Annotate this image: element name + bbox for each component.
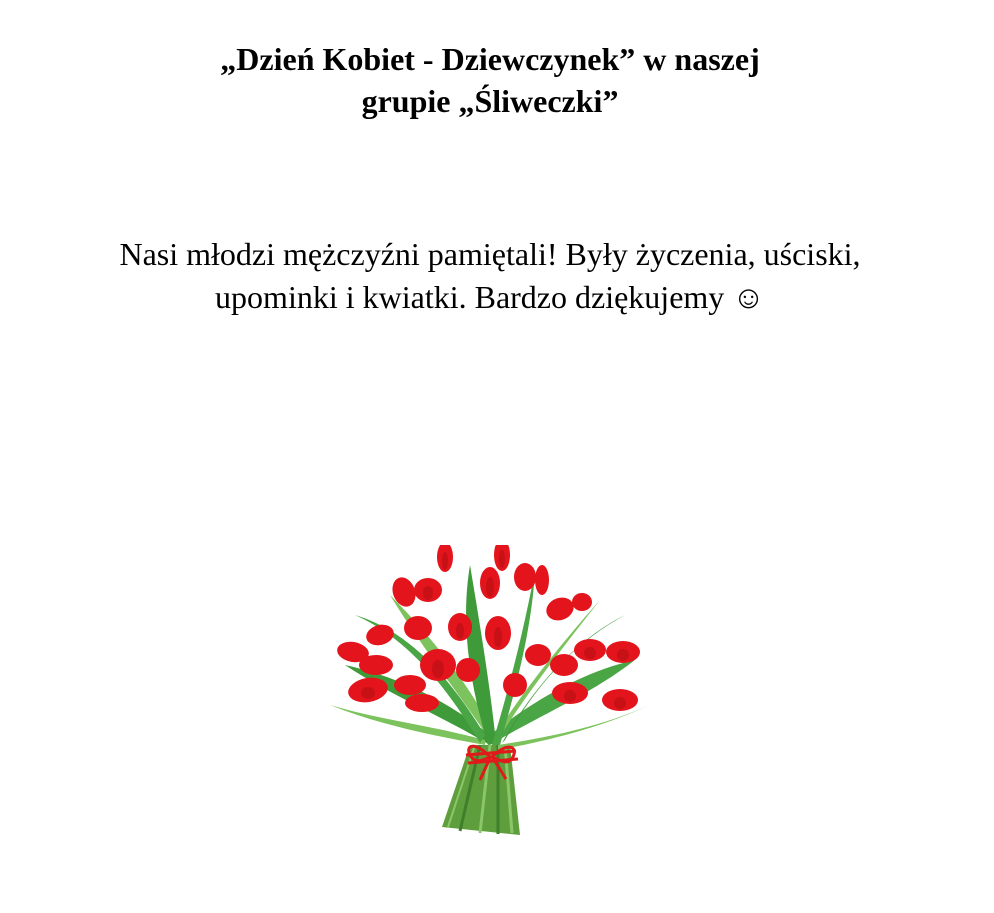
page-title: [0, 38, 980, 122]
title-line-2: grupie „Śliweczki”: [361, 83, 619, 119]
body-paragraph: [0, 233, 980, 319]
title-line-1: „Dzień Kobiet - Dziewczynek” w naszej: [220, 41, 760, 77]
tulip-bouquet-icon: [320, 545, 660, 845]
body-line-2: upominki i kwiatki. Bardzo dziękujemy ☺: [215, 279, 765, 315]
body-line-1: Nasi młodzi mężczyźni pamiętali! Były życzenia, uściski,: [119, 236, 861, 272]
